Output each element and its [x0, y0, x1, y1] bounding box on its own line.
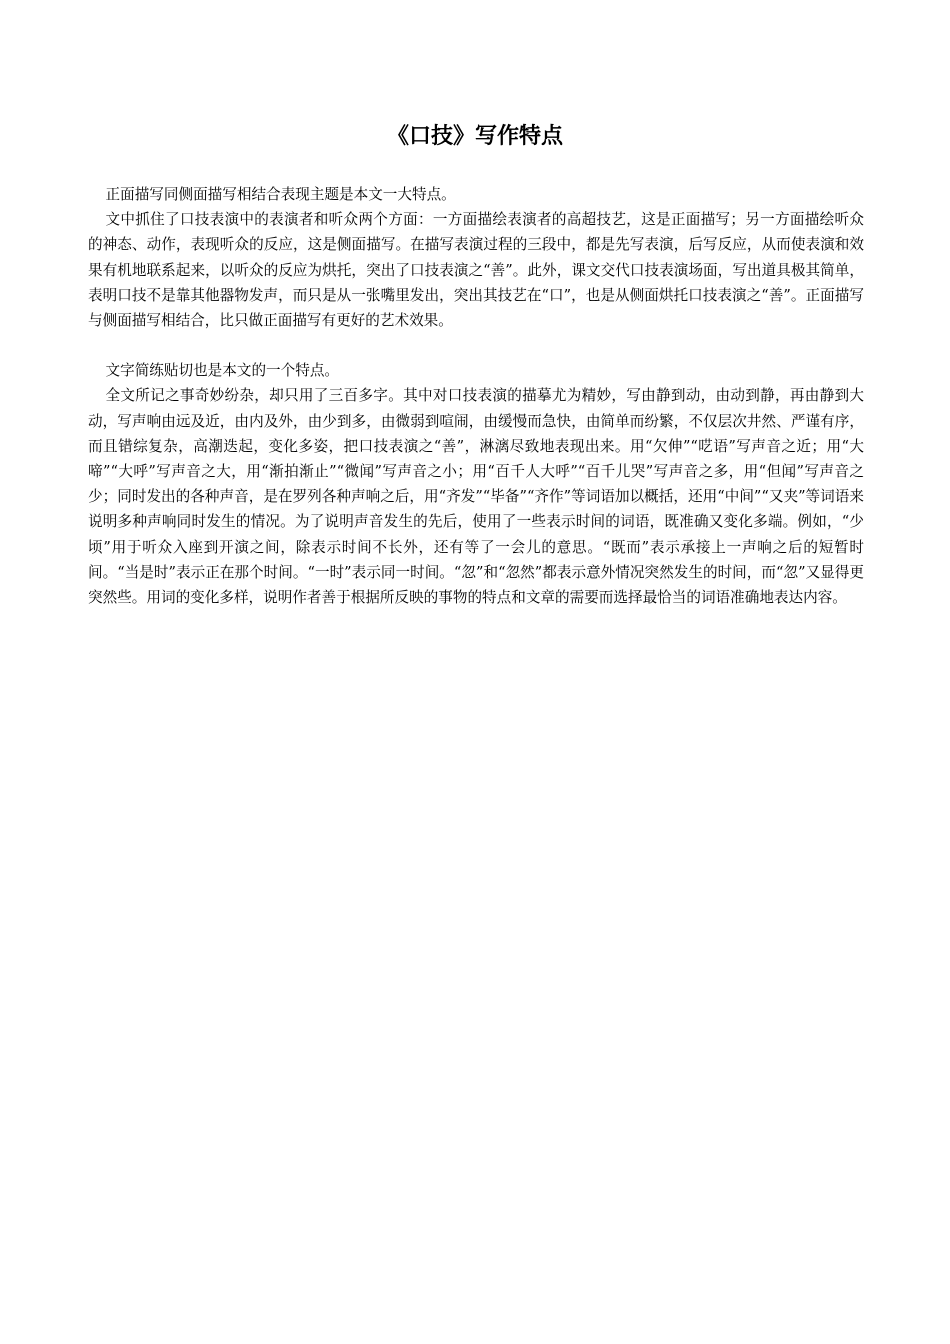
paragraph-spacer: [88, 333, 864, 358]
paragraph-theme-intro: 正面描写同侧面描写相结合表现主题是本文一大特点。: [105, 186, 456, 203]
paragraph-theme-detail: 文中抓住了口技表演中的表演者和听众两个方面：一方面描绘表演者的高超技艺，这是正面描写；另一方面描绘听众的神态、动作，表现听众的反应，这是侧面描写。在描写表演过程的三段中，都是先写表演，后写反应，从而使表演和效果有机地联系起来，以听众的反应为烘托，突出了口技表演之“善”。此外，课文交代口技表演场面，写出道具极其简单，表明口技不是靠其他器物发声，而只是从一张嘴里发出，突出其技艺在“口”，也是从侧面烘托口技表演之“善”。正面描写与侧面描写相结合，比只做正面描写有更好的艺术效果。: [88, 211, 864, 330]
document-body: [88, 182, 864, 610]
document-title: 《口技》写作特点: [386, 123, 563, 149]
paragraph-style-intro: 文字简练贴切也是本文的一个特点。: [105, 362, 340, 380]
paragraph-style-detail: 全文所记之事奇妙纷杂，却只用了三百多字。其中对口技表演的描摹尤为精妙，写由静到动，由动到静，再由静到大动，写声响由远及近，由内及外，由少到多，由微弱到喧闹，由缓慢而急快，由简单而纷繁，不仅层次井然、严谨有序，而且错综复杂，高潮迭起，变化多姿，把口技表演之“善”，淋漓尽致地表现出来。用“欠伸”“呓语”写声音之近；用“大啼”“大呼”写声音之大，用“渐拍渐止”“微闻”写声音之小；用“百千人大呼”“百千儿哭”写声音之多，用“但闻”写声音之少；同时发出的各种声音，是在罗列各种声响之后，用“齐发”“毕备”“齐作”等词语加以概括，还用“中间”“又夹”等词语来说明多种声响同时发生的情况。为了说明声音发生的先后，使用了一些表示时间的词语，既准确又变化多端。例如，“少顷”用于听众入座到开演之间，除表示时间不长外，还有等了一会儿的意思。“既而”表示承接上一声响之后的短暂时间。“当是时”表示正在那个时间。“一时”表示同一时间。“忽”和“忽然”都表示意外情况突然发生的时间，而“忽”又显得更突然些。用词的变化多样，说明作者善于根据所反映的事物的特点和文章的需要而选择最恰当的词语准确地表达内容。: [88, 387, 864, 607]
